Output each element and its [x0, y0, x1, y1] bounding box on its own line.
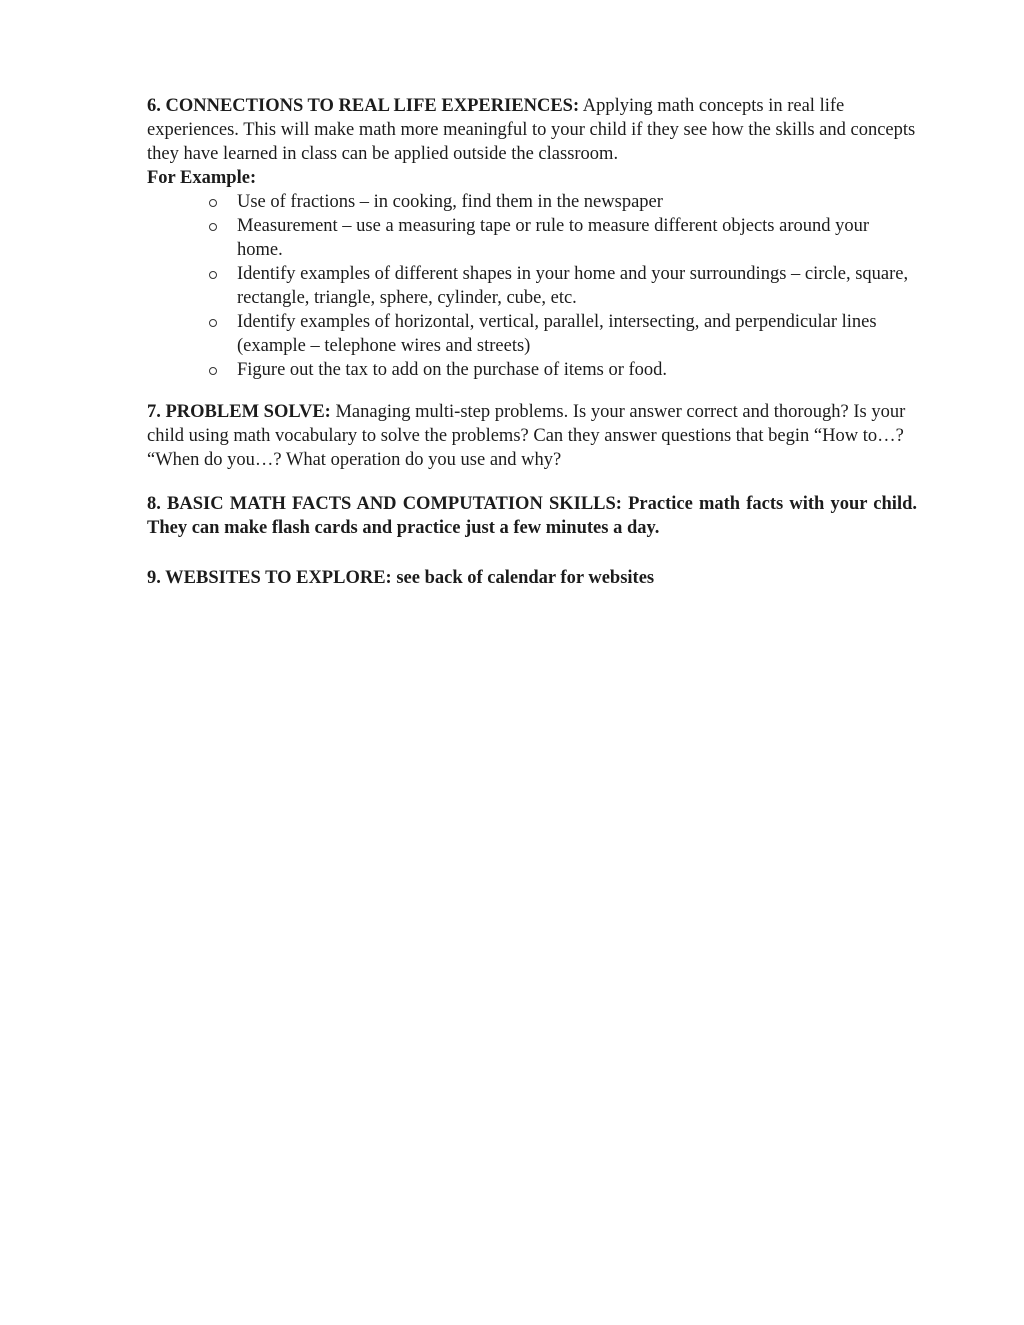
bullet-icon	[209, 199, 217, 207]
section-problem-solve	[147, 400, 917, 472]
list-item-text: Identify examples of horizontal, vertical, parallel, intersecting, and perpendicular lines (example – telephone wires and streets)	[237, 312, 877, 356]
section-7-heading: 7. PROBLEM SOLVE:	[147, 402, 331, 422]
section-connections-real-life	[147, 94, 917, 382]
list-item-text: Use of fractions – in cooking, find them in the newspaper	[237, 192, 663, 212]
bullet-icon	[209, 367, 217, 375]
section-8-heading: 8. BASIC MATH FACTS AND COMPUTATION SKILLS:	[147, 494, 622, 514]
section-websites	[147, 566, 917, 590]
list-item	[147, 310, 917, 358]
list-item-text: Figure out the tax to add on the purchase of items or food.	[237, 360, 668, 380]
section-basic-math-facts	[147, 492, 917, 540]
list-item	[147, 190, 917, 214]
list-item-text: Identify examples of different shapes in your home and your surroundings – circle, square, rectangle, triangle, sphere, cylinder, cube, etc.	[237, 264, 909, 308]
bullet-icon	[209, 319, 217, 327]
bullet-icon	[209, 223, 217, 231]
bullet-icon	[209, 271, 217, 279]
section-7-paragraph	[147, 400, 917, 472]
examples-list	[147, 190, 917, 382]
section-8-text: Practice math facts with your child. They can make flash cards and practice just a few minutes a day.	[147, 494, 917, 538]
section-9-paragraph	[147, 566, 917, 590]
section-7-text: Managing multi-step problems. Is your answer correct and thorough? Is your child using math vocabulary to solve the problems? Can they answer questions that begin “How to…? “When do you…? What operation do you use and why?	[147, 402, 906, 470]
for-example-label: For Example:	[147, 168, 257, 188]
list-item	[147, 262, 917, 310]
list-item-text: Measurement – use a measuring tape or rule to measure different objects around your home.	[237, 216, 870, 260]
section-8-paragraph	[147, 492, 917, 540]
list-item	[147, 358, 917, 382]
section-6-text: Applying math concepts in real life experiences. This will make math more meaningful to your child if they see how the skills and concepts they have learned in class can be applied outside the classroom.	[147, 96, 916, 164]
list-item	[147, 214, 917, 262]
section-9-text: see back of calendar for websites	[391, 568, 655, 588]
section-6-paragraph	[147, 94, 917, 166]
section-9-heading: 9. WEBSITES TO EXPLORE:	[147, 568, 392, 588]
section-6-heading: 6. CONNECTIONS TO REAL LIFE EXPERIENCES:	[147, 96, 580, 116]
